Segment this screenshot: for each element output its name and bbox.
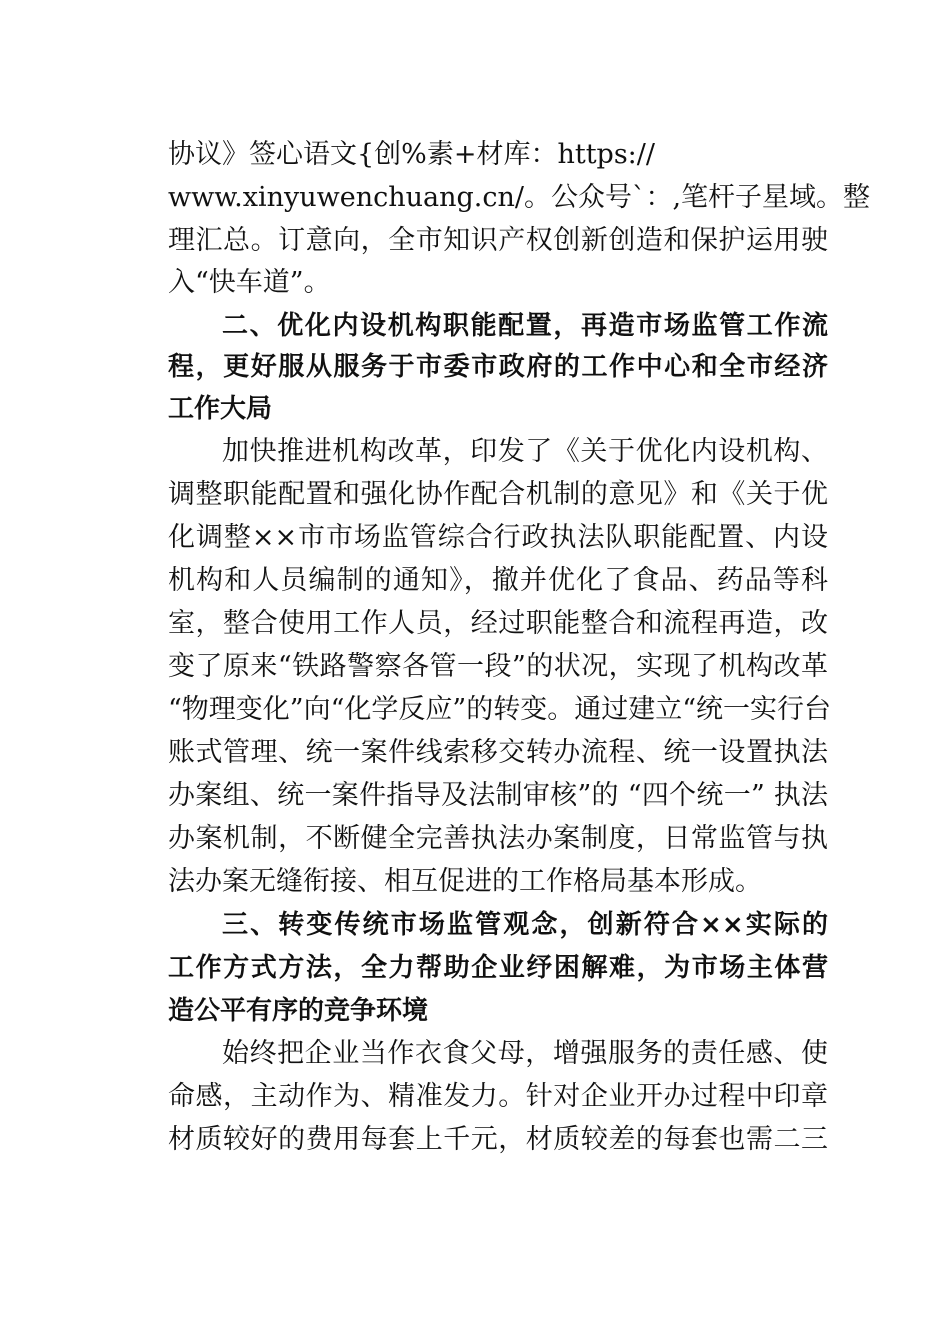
paragraph-two-line-3: 化调整××市市场监管综合行政执法队职能配置、内设 (168, 522, 828, 553)
text-line-2: www.xinyuwenchuang.cn/。公众号`：,笔杆子星域。整 (168, 182, 871, 213)
paragraph-two-line-8: 账式管理、统一案件线索移交转办流程、统一设置执法 (168, 737, 828, 768)
paragraph-two-line-11: 法办案无缝衔接、相互促进的工作格局基本形成。 (168, 866, 762, 897)
paragraph-two-line-1: 加快推进机构改革，印发了《关于优化内设机构、 (222, 436, 828, 467)
paragraph-two-line-5: 室，整合使用工作人员，经过职能整合和流程再造，改 (168, 608, 828, 639)
section-three-heading-line-3: 造公平有序的竞争环境 (168, 996, 429, 1026)
paragraph-two-line-4: 机构和人员编制的通知》，撤并优化了食品、药品等科 (168, 565, 828, 596)
paragraph-three-line-2: 命感，主动作为、精准发力。针对企业开办过程中印章 (168, 1081, 828, 1112)
paragraph-three-line-1: 始终把企业当作衣食父母，增强服务的责任感、使 (222, 1038, 828, 1069)
text-line-4: 入“快车道”。 (168, 267, 331, 298)
section-two-heading-line-1: 二、优化内设机构职能配置，再造市场监管工作流 (222, 311, 828, 341)
text-line-3: 理汇总。订意向，全市知识产权创新创造和保护运用驶 (168, 225, 828, 256)
paragraph-two-line-9: 办案组、统一案件指导及法制审核”的 “四个统一” 执法 (168, 780, 828, 811)
paragraph-two-line-6: 变了原来“铁路警察各管一段”的状况，实现了机构改革 (168, 651, 828, 682)
paragraph-three-line-3: 材质较好的费用每套上千元，材质较差的每套也需二三 (168, 1124, 828, 1155)
section-two-heading-line-3: 工作大局 (168, 394, 273, 424)
paragraph-two-line-7: “物理变化”向“化学反应”的转变。通过建立“统一实行台 (168, 694, 832, 725)
text-line-1: 协议》签心语文{创%素+材库：https:// (168, 139, 655, 170)
paragraph-two-line-2: 调整职能配置和强化协作配合机制的意见》和《关于优 (168, 479, 828, 510)
paragraph-two-line-10: 办案机制，不断健全完善执法办案制度，日常监管与执 (168, 823, 828, 854)
section-three-heading-line-1: 三、转变传统市场监管观念，创新符合××实际的 (222, 910, 828, 940)
section-two-heading-line-2: 程，更好服从服务于市委市政府的工作中心和全市经济 (168, 352, 828, 382)
section-three-heading-line-2: 工作方式方法，全力帮助企业纾困解难，为市场主体营 (168, 953, 828, 983)
